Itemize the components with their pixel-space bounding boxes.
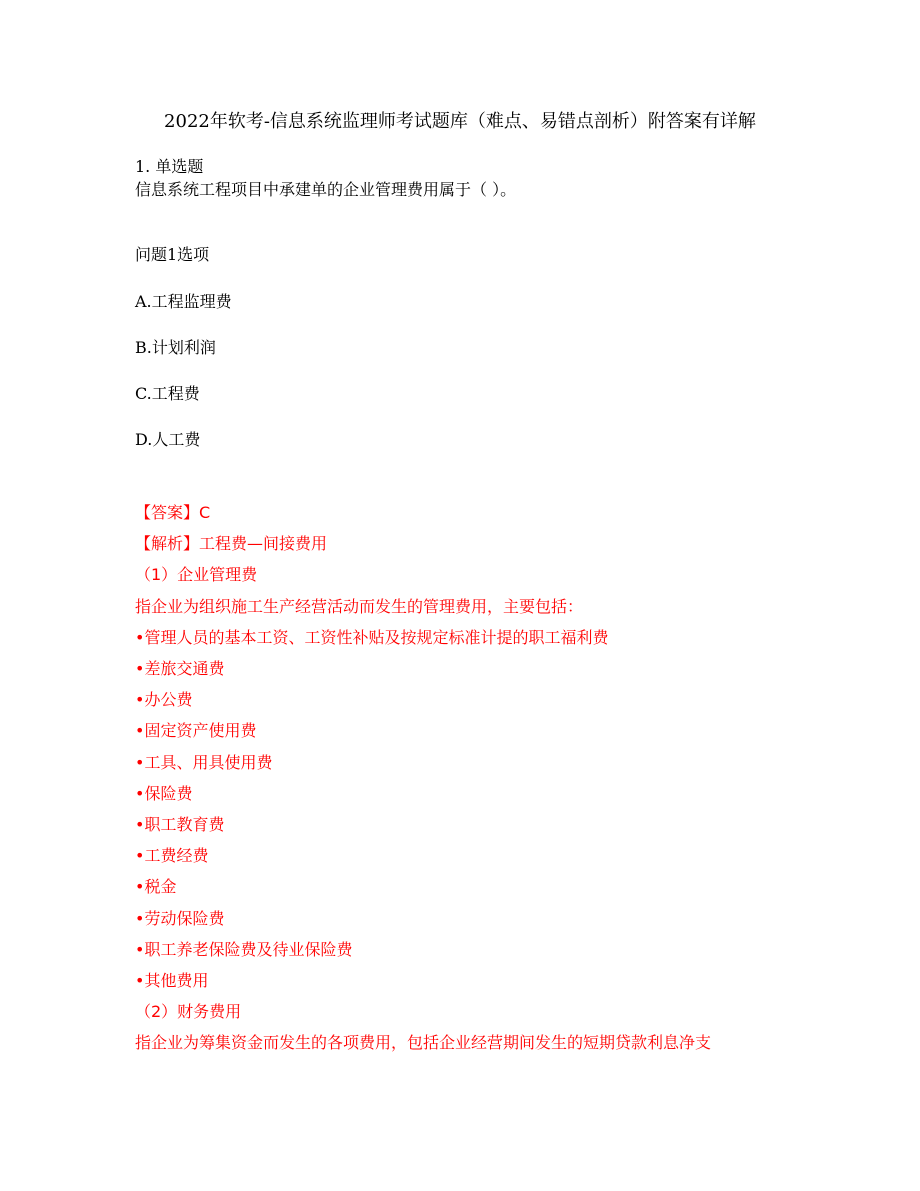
bullet-item [135,684,835,715]
option-a: A.工程监理费 [135,292,232,311]
options-heading: 问题1选项 [135,245,210,264]
bullet-item [135,965,835,996]
answer-line: 【答案】C [135,503,211,522]
bullet-item-text: 管理人员的基本工资、工资性补贴及按规定标准计提的职工福利费 [144,627,609,647]
question-stem: 信息系统工程项目中承建单的企业管理费用属于（ ）。 [135,180,517,199]
bullet-item [135,715,835,746]
bullet-item [135,747,835,778]
bullet-item-text: 其他费用 [144,971,209,991]
bullet-item [135,622,835,653]
bullet-item-text: 保险费 [144,783,193,803]
bullet-item [135,871,835,902]
bullet-item [135,778,835,809]
question-type: 1. 单选题 [135,157,204,176]
bullet-item-text: 税金 [144,877,177,897]
bullet-item-text: 工具、用具使用费 [144,752,273,772]
analysis-line: 【解析】工程费—间接费用 [135,534,328,554]
bullet-item [135,809,835,840]
section-title: （2）财务费用 [135,1002,242,1022]
bullet-item-text: 劳动保险费 [144,908,225,928]
bullet-item-text: 差旅交通费 [144,659,225,679]
answer-explanation [135,497,835,1059]
bullet-item [135,934,835,965]
bullet-item-text: 固定资产使用费 [144,721,257,741]
option-d: D.人工费 [135,430,201,449]
bullet-item-text: 职工教育费 [144,815,225,835]
bullet-item [135,840,835,871]
option-b: B.计划利润 [135,338,216,357]
bullet-item-text: 办公费 [144,690,193,710]
bullet-item-text: 职工养老保险费及待业保险费 [144,939,353,959]
bullet-item [135,653,835,684]
bullet-item-text: 工费经费 [144,846,209,866]
bullet-item [135,903,835,934]
section-intro: 指企业为组织施工生产经营活动而发生的管理费用，主要包括： [135,596,584,616]
section-intro: 指企业为筹集资金而发生的各项费用，包括企业经营期间发生的短期贷款利息净支 [135,1033,712,1053]
section-title: （1）企业管理费 [135,565,258,585]
document-title: 2022年软考-信息系统监理师考试题库（难点、易错点剖析）附答案有详解 [164,111,756,132]
option-c: C.工程费 [135,384,200,403]
